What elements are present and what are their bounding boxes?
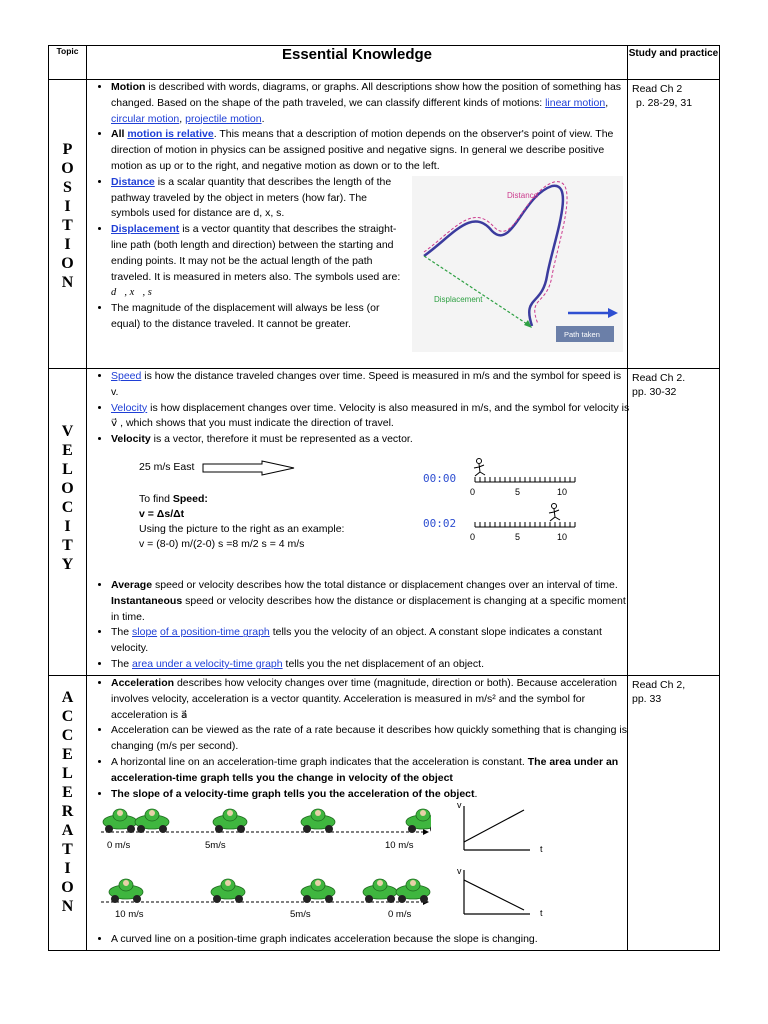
position-bullet-relative: • All motion is relative. This means that a description of motion depends on the observer's point of view. The direction of motion in physics can be assigned positive and negative signs. In general we describe positive motion as up or to the right, and negative motion as down or to the left. (111, 127, 626, 174)
tick-label-5b: 5 (515, 531, 521, 542)
link-slope[interactable]: slope (132, 626, 158, 639)
car-icon (396, 879, 430, 903)
position-letter: T (62, 217, 73, 234)
position-letter: O (61, 160, 74, 177)
distance-displacement-diagram (412, 176, 623, 352)
velocity-letter: E (62, 442, 73, 459)
velocity-bullet-speed: • Speed is how the distance traveled changes over time. Speed is measured in m/s and the symbol for speed is v. (111, 369, 631, 401)
speed-calculation: v = (8-0) m/(2-0) s =8 m/2 s = 4 m/s (139, 537, 305, 550)
topic-velocity (49, 369, 87, 676)
position-letter: I (64, 198, 71, 215)
topic-position (49, 80, 87, 369)
acceleration-letter: N (61, 898, 74, 915)
acceleration-letter: R (61, 803, 74, 820)
link-linear-motion[interactable]: linear motion (545, 96, 606, 109)
position-bullet-magnitude: • The magnitude of the displacement will always be less (or equal) to the distance traveled. It cannot be greater. (111, 301, 401, 333)
header-essential-knowledge: Essential Knowledge (87, 46, 628, 80)
label-distance: Distance (507, 191, 539, 200)
velocity-bullet-velocity: • Velocity is how displacement changes over time. Velocity is also measured in m/s, and the symbol for velocity is v⃗ , which shows that you must indicate the direction of travel. (111, 401, 631, 433)
acceleration-bullet-slope: • The slope of a velocity-time graph tells you the acceleration of the object. (111, 787, 633, 803)
vector-arrow-icon (202, 460, 297, 476)
car-icon (363, 879, 397, 903)
acceleration-bullet-horizontal: • A horizontal line on an acceleration-time graph indicates that the acceleration is constant. The area under an acceleration-time graph tells you the change in velocity of the object (111, 755, 633, 787)
row2-label-0: 0 m/s (388, 909, 412, 921)
velocity-letter: L (62, 461, 73, 478)
position-letter: O (61, 255, 74, 272)
tick-label-0b: 0 (470, 531, 476, 542)
velocity-bullet-vector: • Velocity is a vector, therefore it must be represented as a vector. (111, 432, 631, 448)
timer-end: 00:02 (423, 516, 457, 530)
acceleration-bullet-rate: • Acceleration can be viewed as the rate of a rate because it describes how quickly something that is changing is changing (m/s per second). (111, 723, 633, 755)
row1-label-10: 10 m/s (385, 840, 414, 852)
position-letter: P (62, 141, 73, 158)
row1-label-5: 5m/s (205, 840, 226, 852)
acceleration-letter: T (62, 841, 73, 858)
link-circular-motion[interactable]: circular motion (111, 112, 180, 125)
position-bullet-distance: • Distance is a scalar quantity that describes the length of the pathway traveled by the object in meters (how far). The symbols used for distance are d, x, s. (111, 175, 401, 222)
position-row (49, 80, 720, 369)
link-motion-relative[interactable]: motion is relative (127, 128, 214, 141)
tick-label-10b: 10 (557, 531, 568, 542)
car-icon (211, 879, 245, 903)
acceleration-bullet-definition: • Acceleration describes how velocity changes over time (magnitude, direction or both). Because acceleration involves velocity, acceleration is a vector quantity. Acceleration is measured in m/s² and the symbol for acceleration is a⃗ (111, 676, 633, 723)
acceleration-letter: C (61, 708, 74, 725)
knowledge-table (48, 45, 720, 951)
velocity-example (87, 448, 627, 578)
link-distance[interactable]: Distance (111, 175, 155, 188)
velocity-row (49, 369, 720, 676)
find-speed-text: To find Speed: (139, 492, 208, 505)
car-icon (301, 879, 335, 903)
acceleration-letter: E (62, 784, 73, 801)
acceleration-letter: I (64, 860, 71, 877)
car-icon (109, 879, 143, 903)
header-study-practice: Study and practice (628, 46, 720, 80)
graph1-axis-v: v (457, 800, 462, 811)
velocity-letter: I (64, 518, 71, 535)
runner-icon-end (549, 503, 560, 521)
example-text: Using the picture to the right as an example: (139, 522, 345, 535)
link-velocity[interactable]: Velocity (111, 401, 148, 414)
position-study: Read Ch 2 p. 28-29, 31 (628, 80, 720, 369)
label-displacement: Displacement (434, 295, 483, 304)
car-icon (406, 809, 431, 833)
tick-label-0: 0 (470, 486, 476, 497)
vector-label: 25 m/s East (139, 460, 195, 473)
velocity-letter: C (61, 499, 74, 516)
link-position-time-graph[interactable]: of a position-time graph (160, 626, 270, 639)
position-letter: I (64, 236, 71, 253)
speed-formula: v = Δs/Δt (139, 507, 185, 520)
acceleration-letter: L (62, 765, 73, 782)
cars-graph-area (87, 802, 627, 932)
link-speed[interactable]: Speed (111, 370, 142, 382)
position-bullet-motion: • Motion is described with words, diagrams, or graphs. All descriptions show how the position of something has changed. Based on the shape of the path traveled, we can classify different kinds of motions: linear motion, circular motion, projectile motion. (111, 80, 626, 127)
position-content (87, 80, 628, 369)
row2-label-10: 10 m/s (115, 909, 144, 921)
topic-acceleration (49, 676, 87, 951)
velocity-content (87, 369, 628, 676)
link-area-velocity-time[interactable]: area under a velocity-time graph (132, 657, 283, 670)
header-row (49, 46, 720, 80)
increasing-velocity-line (464, 810, 524, 842)
velocity-letter: O (61, 480, 74, 497)
position-bullet-displacement: • Displacement is a vector quantity that describes the straight-line path (both length and direction) between the starting and ending points. It may not be the actual length of the path traveled. It is measured in meters also. The symbols used are: d⃗, x⃗, s⃗ (111, 222, 401, 301)
car-icon (135, 809, 169, 833)
tick-label-5: 5 (515, 486, 521, 497)
acceleration-study: Read Ch 2, pp. 33 (628, 676, 720, 951)
decreasing-velocity-line (464, 880, 524, 910)
graph2-axis-t: t (540, 908, 543, 919)
velocity-letter: V (61, 423, 74, 440)
acceleration-letter: O (61, 879, 74, 896)
acceleration-content (87, 676, 628, 951)
cars-diagram (101, 804, 431, 929)
acceleration-letter: A (61, 689, 74, 706)
car-icon (103, 809, 137, 833)
velocity-bullet-area: • The area under a velocity-time graph tells you the net displacement of an object. (111, 657, 631, 673)
acceleration-bullet-curved: • A curved line on a position-time graph indicates acceleration because the slope is changing. (111, 932, 633, 948)
acceleration-letter: C (61, 727, 74, 744)
position-letter: S (63, 179, 72, 196)
velocity-bullet-average: • Average speed or velocity describes how the total distance or displacement changes over an interval of time. Instantaneous speed or velocity describes how the distance or displacement is changing at a specific moment in time. (111, 578, 631, 625)
tick-label-10: 10 (557, 486, 568, 497)
velocity-study: Read Ch 2. pp. 30-32 (628, 369, 720, 676)
velocity-bullet-slope: • The slope of a position-time graph tells you the velocity of an object. A constant slope indicates a constant velocity. (111, 625, 631, 657)
position-letter: N (61, 274, 74, 291)
velocity-time-graphs (452, 802, 552, 927)
velocity-letter: Y (61, 556, 74, 573)
header-topic: Topic (49, 46, 87, 80)
car-icon (301, 809, 335, 833)
graph1-axis-t: t (540, 844, 543, 855)
arrow-head-icon (423, 829, 429, 835)
row2-label-5: 5m/s (290, 909, 311, 921)
acceleration-letter: E (62, 746, 73, 763)
link-projectile-motion[interactable]: projectile motion (185, 112, 262, 125)
row1-label-0: 0 m/s (107, 840, 131, 852)
label-path-taken: Path taken (564, 330, 600, 339)
graph2-axis-v: v (457, 866, 462, 877)
runner-icon-start (474, 458, 485, 476)
acceleration-row (49, 676, 720, 951)
velocity-letter: T (62, 537, 73, 554)
acceleration-letter: A (61, 822, 74, 839)
link-displacement[interactable]: Displacement (111, 223, 180, 236)
timer-start: 00:00 (423, 471, 457, 485)
car-icon (213, 809, 247, 833)
